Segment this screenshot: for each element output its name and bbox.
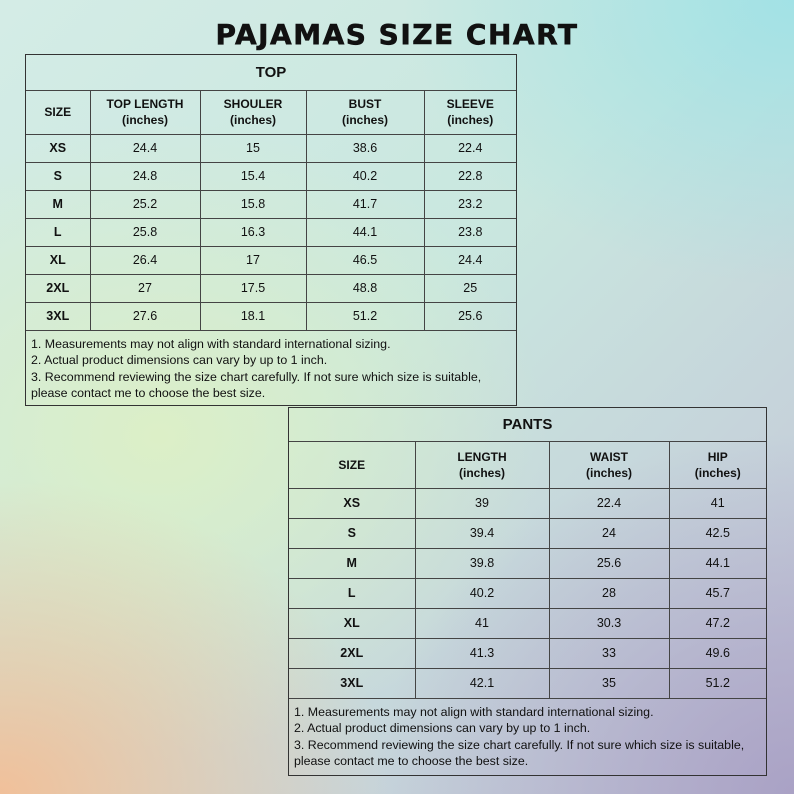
table-row [26, 162, 516, 190]
top-column-header [424, 90, 516, 134]
measurement-cell: 41 [415, 608, 549, 638]
column-name: SLEEVE [446, 97, 494, 111]
size-label: 3XL [289, 668, 415, 698]
top-column-header [306, 90, 424, 134]
size-label: XS [289, 488, 415, 518]
column-name: HIP [707, 449, 728, 464]
measurement-cell: 16.3 [200, 218, 306, 246]
column-name: SIZE [44, 105, 72, 119]
table-row [289, 548, 766, 578]
measurement-cell: 22.4 [549, 488, 669, 518]
column-name: BUST [348, 97, 382, 111]
measurement-cell: 22.8 [424, 162, 516, 190]
measurement-cell: 44.1 [306, 218, 424, 246]
size-label: XL [289, 608, 415, 638]
measurement-cell: 27.6 [90, 302, 200, 330]
top-column-header [200, 90, 306, 134]
measurement-cell: 22.4 [424, 134, 516, 162]
measurement-cell: 25 [424, 274, 516, 302]
measurement-cell: 49.6 [669, 638, 766, 668]
measurement-cell: 33 [549, 638, 669, 668]
measurement-cell: 39.4 [415, 518, 549, 548]
size-label: M [289, 548, 415, 578]
size-label: 2XL [289, 638, 415, 668]
pants-column-header [289, 441, 415, 488]
table-row [26, 274, 516, 302]
column-name: WAIST [590, 449, 628, 464]
measurement-cell: 18.1 [200, 302, 306, 330]
column-unit: (inches) [585, 465, 632, 480]
pants-column-header [415, 441, 549, 488]
table-row [289, 578, 766, 608]
column-unit: (inches) [694, 465, 741, 480]
top-table-body [26, 134, 516, 330]
table-row [26, 134, 516, 162]
measurement-cell: 25.2 [90, 190, 200, 218]
measurement-cell: 35 [549, 668, 669, 698]
measurement-cell: 25.6 [424, 302, 516, 330]
measurement-cell: 39 [415, 488, 549, 518]
measurement-cell: 28 [549, 578, 669, 608]
pants-notes [289, 699, 766, 770]
note-line: 1. Measurements may not align with standard international sizing. [31, 336, 391, 351]
measurement-cell: 25.6 [549, 548, 669, 578]
pants-table-heading: PANTS [289, 408, 766, 441]
measurement-cell: 45.7 [669, 578, 766, 608]
measurement-cell: 38.6 [306, 134, 424, 162]
measurement-cell: 42.5 [669, 518, 766, 548]
column-unit: (inches) [229, 113, 276, 127]
table-row [289, 668, 766, 698]
pants-header-row [289, 441, 766, 488]
measurement-cell: 51.2 [669, 668, 766, 698]
measurement-cell: 46.5 [306, 246, 424, 274]
note-line: 2. Actual product dimensions can vary by up to 1 inch. [294, 721, 591, 735]
column-name: SIZE [338, 457, 366, 472]
measurement-cell: 30.3 [549, 608, 669, 638]
measurement-cell: 24.4 [90, 134, 200, 162]
top-notes [26, 331, 516, 402]
measurement-cell: 24.4 [424, 246, 516, 274]
top-size-panel [25, 54, 517, 406]
size-label: S [289, 518, 415, 548]
pants-size-table [289, 408, 766, 699]
measurement-cell: 25.8 [90, 218, 200, 246]
measurement-cell: 27 [90, 274, 200, 302]
column-unit: (inches) [121, 113, 168, 127]
measurement-cell: 23.2 [424, 190, 516, 218]
table-row [26, 218, 516, 246]
table-row [26, 190, 516, 218]
measurement-cell: 48.8 [306, 274, 424, 302]
measurement-cell: 26.4 [90, 246, 200, 274]
table-row [26, 302, 516, 330]
top-header-row [26, 90, 516, 134]
size-label: M [26, 190, 90, 218]
table-row [289, 638, 766, 668]
measurement-cell: 40.2 [306, 162, 424, 190]
measurement-cell: 44.1 [669, 548, 766, 578]
measurement-cell: 41.7 [306, 190, 424, 218]
measurement-cell: 42.1 [415, 668, 549, 698]
measurement-cell: 24.8 [90, 162, 200, 190]
note-line: 1. Measurements may not align with standard international sizing. [294, 704, 654, 719]
measurement-cell: 15.8 [200, 190, 306, 218]
column-name: SHOULER [223, 97, 283, 111]
top-column-header [90, 90, 200, 134]
column-name: TOP LENGTH [106, 97, 184, 111]
note-line: 3. Recommend reviewing the size chart carefully. If not sure which size is suitable, please contact me to choose the best size. [31, 369, 482, 400]
table-row [26, 246, 516, 274]
top-table-heading: TOP [26, 55, 516, 90]
measurement-cell: 23.8 [424, 218, 516, 246]
measurement-cell: 24 [549, 518, 669, 548]
table-row [289, 488, 766, 518]
measurement-cell: 15 [200, 134, 306, 162]
page-title: PAJAMAS SIZE CHART [215, 18, 579, 51]
column-name: LENGTH [457, 449, 507, 464]
note-line: 3. Recommend reviewing the size chart carefully. If not sure which size is suitable, please contact me to choose the best size. [294, 737, 745, 768]
size-label: 3XL [26, 302, 90, 330]
top-column-header [26, 90, 90, 134]
column-unit: (inches) [341, 113, 388, 127]
size-label: XL [26, 246, 90, 274]
top-size-table [26, 55, 516, 331]
measurement-cell: 41 [669, 488, 766, 518]
pants-column-header [549, 441, 669, 488]
measurement-cell: 17 [200, 246, 306, 274]
pants-column-header [669, 441, 766, 488]
measurement-cell: 47.2 [669, 608, 766, 638]
measurement-cell: 39.8 [415, 548, 549, 578]
measurement-cell: 15.4 [200, 162, 306, 190]
size-label: 2XL [26, 274, 90, 302]
column-unit: (inches) [458, 465, 505, 480]
measurement-cell: 41.3 [415, 638, 549, 668]
pants-table-body [289, 488, 766, 698]
measurement-cell: 51.2 [306, 302, 424, 330]
note-line: 2. Actual product dimensions can vary by up to 1 inch. [31, 353, 328, 367]
pants-size-panel [288, 407, 767, 776]
measurement-cell: 40.2 [415, 578, 549, 608]
table-row [289, 518, 766, 548]
measurement-cell: 17.5 [200, 274, 306, 302]
table-row [289, 608, 766, 638]
size-label: XS [26, 134, 90, 162]
size-label: L [26, 218, 90, 246]
size-label: S [26, 162, 90, 190]
column-unit: (inches) [447, 113, 494, 127]
size-label: L [289, 578, 415, 608]
